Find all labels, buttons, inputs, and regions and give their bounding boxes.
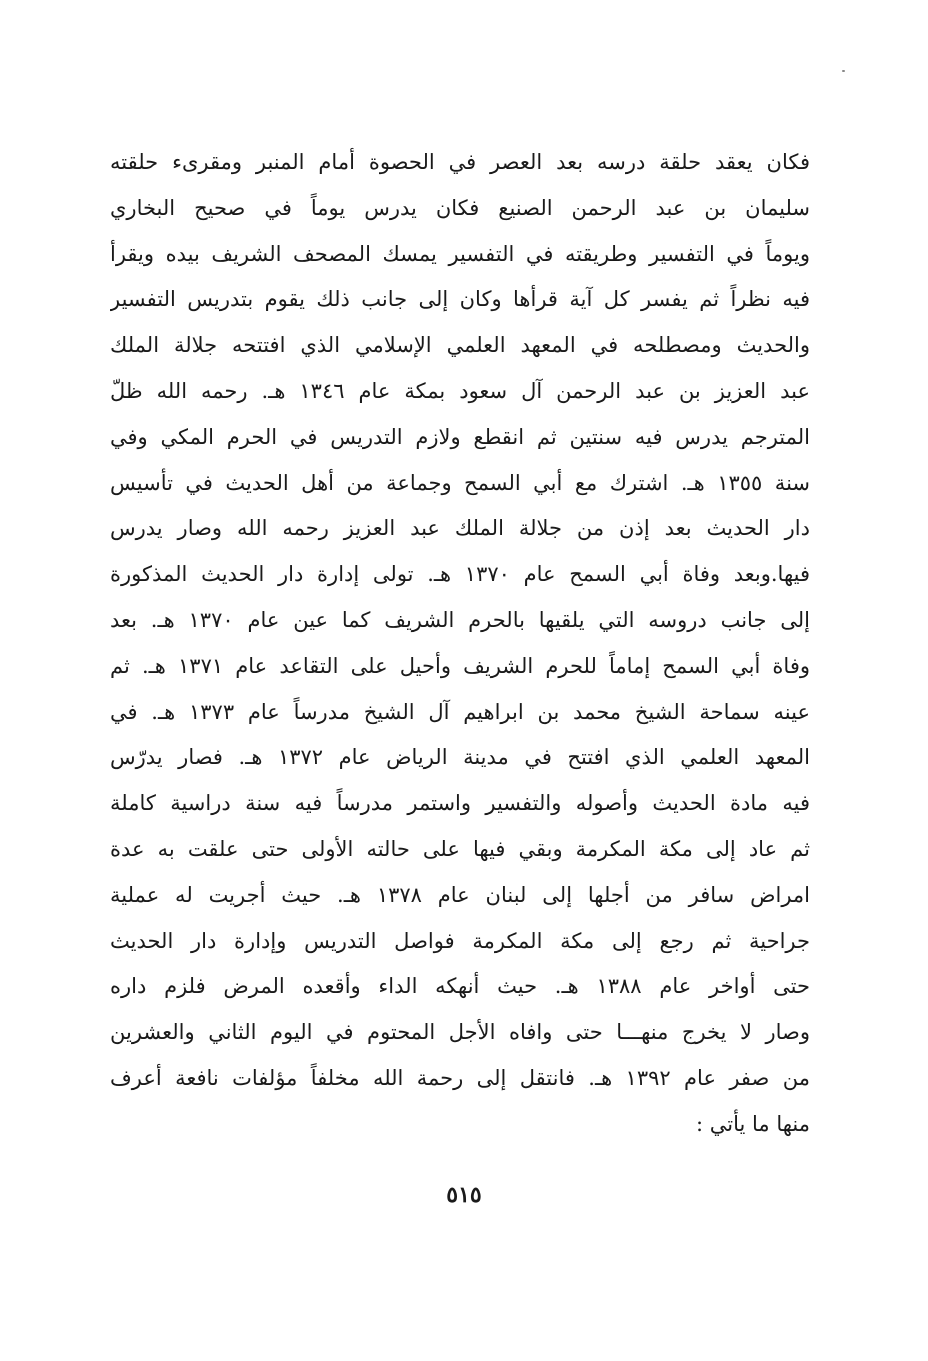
text-line: ويوماً في التفسير وطريقته في التفسير يمسك المصحف الشريف بيده ويقرأ — [110, 241, 810, 266]
text-line: والحديث ومصطلحه في المعهد العلمي الإسلامي الذي افتتحه جلالة الملك — [110, 333, 810, 358]
text-line: عبد العزيز بن عبد الرحمن آل سعود بمكة عام ١٣٤٦ هـ. رحمه الله ظلّ — [110, 378, 810, 403]
text-line: ثم عاد إلى مكة المكرمة وبقي فيها على حالته الأولى حتى علقت به عدة — [110, 836, 810, 861]
text-line: جراحية ثم رجع إلى مكة المكرمة فواصل التدريس وإدارة دار الحديث — [110, 928, 810, 953]
body-text — [110, 140, 810, 1148]
text-line: فيه مادة الحديث وأصوله والتفسير واستمر مدرساً فيه سنة دراسية كاملة — [110, 791, 810, 816]
text-line: فيه نظراً ثم يفسر كل آية قرأها وكان إلى جانب ذلك يقوم بتدريس التفسير — [110, 287, 810, 312]
text-line: إلى جانب دروسه التي يلقيها بالحرم الشريف كما عين عام ١٣٧٠ هـ. بعد — [110, 607, 810, 632]
scan-speck — [842, 70, 845, 72]
text-line-last: منها ما يأتي : — [695, 1111, 810, 1136]
text-line: سنة ١٣٥٥ هـ. اشترك مع أبي السمح وجماعة من أهل الحديث في تأسيس — [110, 470, 810, 495]
text-line: المترجم يدرس فيه سنتين ثم انقطع ولازم التدريس في الحرم المكي وفي — [110, 424, 810, 449]
text-line: امراض سافر من أجلها إلى لبنان عام ١٣٧٨ هـ. حيث أجريت له عملية — [110, 882, 810, 907]
text-line: وصار لا يخرج منهـــا حتى وافاه الأجل المحتوم في اليوم الثاني والعشرين — [110, 1020, 810, 1045]
text-line: وفاة أبي السمح إماماً للحرم الشريف وأحيل على التقاعد عام ١٣٧١ هـ. ثم — [110, 653, 810, 678]
text-line: عينه سماحة الشيخ محمد بن ابراهيم آل الشيخ مدرساً عام ١٣٧٣ هـ. في — [110, 699, 810, 724]
text-line: حتى أواخر عام ١٣٨٨ هـ. حيث أنهكه الداء وأقعده المرض فلزم داره — [110, 974, 810, 999]
text-line: فيها.وبعد وفاة أبي السمح عام ١٣٧٠ هـ. تولى إدارة دار الحديث المذكورة — [110, 562, 810, 587]
text-line: المعهد العلمي الذي افتتح في مدينة الرياض عام ١٣٧٢ هـ. فصار يدرّس — [110, 745, 810, 770]
text-line: سليمان بن عبد الرحمن الصنيع فكان يدرس يوماً في صحيح البخاري — [110, 195, 810, 220]
page-number: ٥١٥ — [446, 1182, 482, 1208]
text-line: من صفر عام ١٣٩٢ هـ. فانتقل إلى رحمة الله مخلفاً مؤلفات نافعة أعرف — [110, 1065, 810, 1090]
text-line: دار الحديث بعد إذن من جلالة الملك عبد العزيز رحمه الله وصار يدرس — [110, 516, 810, 541]
text-line: فكان يعقد حلقة درسه بعد العصر في الحصوة أمام المنبر ومقرىء حلقته — [110, 150, 810, 174]
